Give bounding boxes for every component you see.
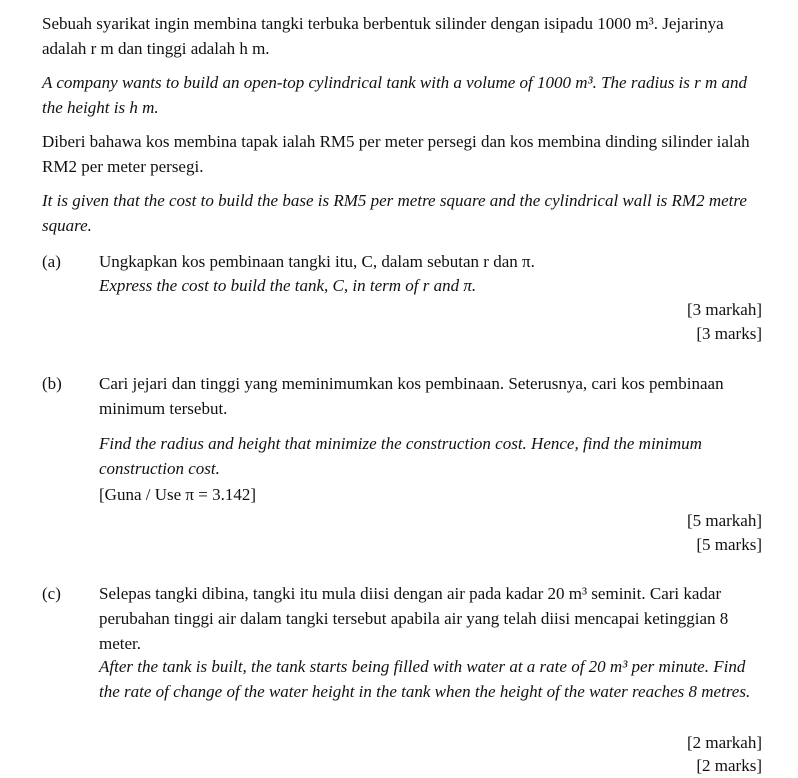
intro-malay-1: Sebuah syarikat ingin membina tangki terbuka berbentuk silinder dengan isipadu 1000 m³. Jejarinya adalah r m dan tinggi adalah h m. [42, 14, 724, 58]
part-c-marks-malay: [2 markah] [686, 733, 762, 752]
part-c-malay: Selepas tangki dibina, tangki itu mula diisi dengan air pada kadar 20 m³ seminit. Cari kadar perubahan tinggi air dalam tangki tersebut apabila air yang telah diisi mencapai ketinggian 8 meter. [99, 584, 729, 653]
intro-english-1: A company wants to build an open-top cylindrical tank with a volume of 1000 m³. The radius is r m and the height is h m. [42, 73, 748, 117]
part-b-label: (b) [42, 374, 62, 393]
intro-malay-2: Diberi bahawa kos membina tapak ialah RM5 per meter persegi dan kos membina dinding silinder ialah RM2 per meter persegi. [42, 132, 750, 176]
part-c-english: After the tank is built, the tank starts being filled with water at a rate of 20 m³ per minute. Find the rate of change of the water height in the tank when the height of the water reaches 8 metres. [99, 657, 751, 701]
part-a-marks-english: [3 marks] [696, 324, 762, 343]
part-c-marks-english: [2 marks] [696, 756, 762, 775]
part-b-hint: [Guna / Use π = 3.142] [99, 485, 256, 504]
intro-english-2: It is given that the cost to build the base is RM5 per metre square and the cylindrical wall is RM2 metre square. [42, 191, 747, 235]
part-a-marks-malay: [3 markah] [686, 300, 762, 319]
part-c-label: (c) [42, 584, 61, 603]
part-b-english: Find the radius and height that minimize the construction cost. Hence, find the minimum construction cost. [99, 434, 702, 478]
part-a-label: (a) [42, 252, 61, 271]
part-a-english: Express the cost to build the tank, C, in term of r and π. [99, 276, 477, 295]
part-b-marks-english: [5 marks] [696, 535, 762, 554]
part-b-malay: Cari jejari dan tinggi yang meminimumkan kos pembinaan. Seterusnya, cari kos pembinaan minimum tersebut. [99, 374, 724, 418]
part-a-malay: Ungkapkan kos pembinaan tangki itu, C, dalam sebutan r dan π. [99, 252, 535, 271]
part-b-marks-malay: [5 markah] [686, 511, 762, 530]
